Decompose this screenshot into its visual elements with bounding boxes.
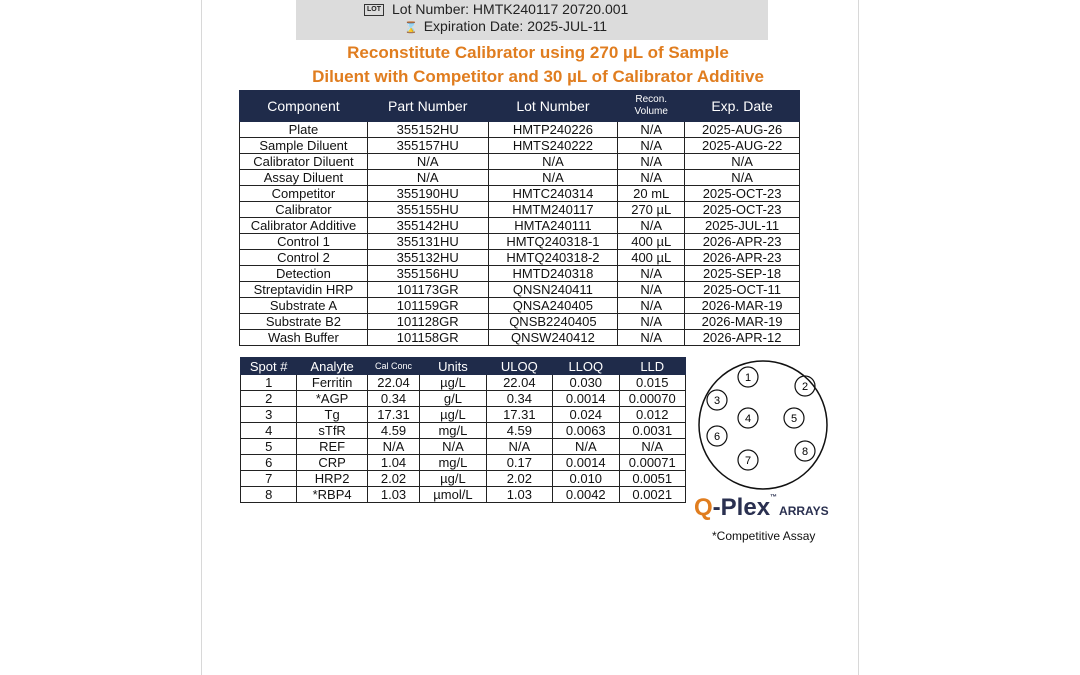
table-row: [240, 122, 800, 138]
table-cell: N/A: [618, 330, 685, 346]
table-cell: QNSA240405: [488, 298, 618, 314]
table-cell: HMTS240222: [488, 138, 618, 154]
table-cell: Streptavidin HRP: [240, 282, 368, 298]
table-cell: QNSN240411: [488, 282, 618, 298]
col-header-cal-conc: Cal Conc: [367, 358, 419, 375]
table-row: [241, 375, 686, 391]
table-cell: N/A: [618, 122, 685, 138]
table-cell: 400 µL: [618, 250, 685, 266]
table-cell: Assay Diluent: [240, 170, 368, 186]
table-row: [240, 186, 800, 202]
table-cell: N/A: [618, 314, 685, 330]
lot-number: Lot Number: HMTK240117 20720.001: [392, 1, 629, 17]
table-cell: 0.010: [553, 471, 619, 487]
table-cell: 0.0063: [553, 423, 619, 439]
table-row: [240, 314, 800, 330]
table-cell: 22.04: [367, 375, 419, 391]
instruction-line-1: Reconstitute Calibrator using 270 µL of Sample: [347, 43, 729, 62]
table-cell: 17.31: [367, 407, 419, 423]
table-cell: 0.030: [553, 375, 619, 391]
table-cell: N/A: [685, 170, 800, 186]
table-cell: 2026-APR-23: [685, 234, 800, 250]
spot-label: 8: [801, 446, 809, 458]
table-cell: 5: [241, 439, 297, 455]
table-row: [241, 439, 686, 455]
table-cell: 3: [241, 407, 297, 423]
table-cell: 2026-APR-12: [685, 330, 800, 346]
table-cell: N/A: [618, 138, 685, 154]
table-cell: 0.00071: [619, 455, 686, 471]
table-cell: 2026-MAR-19: [685, 314, 800, 330]
table-cell: 0.34: [486, 391, 552, 407]
table-cell: N/A: [618, 170, 685, 186]
lot-icon: LOT: [364, 4, 384, 16]
table-row: [240, 218, 800, 234]
table-cell: 1.03: [486, 487, 552, 503]
table-row: [240, 282, 800, 298]
table-cell: mg/L: [420, 455, 486, 471]
table-cell: 400 µL: [618, 234, 685, 250]
components-header-row: [240, 91, 800, 122]
col-header-recon-volume: Recon. Volume: [618, 91, 685, 122]
table-cell: 4.59: [486, 423, 552, 439]
table-cell: *AGP: [297, 391, 367, 407]
table-cell: QNSW240412: [488, 330, 618, 346]
table-row: [241, 391, 686, 407]
table-cell: 2025-AUG-22: [685, 138, 800, 154]
analyte-header-row: [241, 358, 686, 375]
spot-map-diagram: [695, 355, 835, 495]
table-cell: 22.04: [486, 375, 552, 391]
kit-info-box: [296, 0, 768, 40]
table-cell: CRP: [297, 455, 367, 471]
table-cell: Plate: [240, 122, 368, 138]
table-cell: 4: [241, 423, 297, 439]
table-row: [240, 266, 800, 282]
table-row: [240, 298, 800, 314]
table-cell: 8: [241, 487, 297, 503]
table-cell: N/A: [367, 170, 488, 186]
table-cell: REF: [297, 439, 367, 455]
table-cell: 355132HU: [367, 250, 488, 266]
table-cell: 2025-OCT-23: [685, 186, 800, 202]
table-cell: 1.03: [367, 487, 419, 503]
spot-label: 1: [744, 372, 752, 384]
table-cell: 355152HU: [367, 122, 488, 138]
table-cell: HMTQ240318-2: [488, 250, 618, 266]
table-cell: 101159GR: [367, 298, 488, 314]
table-cell: Calibrator: [240, 202, 368, 218]
table-cell: 270 µL: [618, 202, 685, 218]
table-row: [240, 234, 800, 250]
col-header-exp-date: Exp. Date: [685, 91, 800, 122]
table-cell: N/A: [488, 154, 618, 170]
table-cell: Wash Buffer: [240, 330, 368, 346]
table-cell: Control 1: [240, 234, 368, 250]
table-cell: 0.00070: [619, 391, 686, 407]
col-header-units: Units: [420, 358, 486, 375]
table-cell: N/A: [618, 154, 685, 170]
table-cell: 2025-JUL-11: [685, 218, 800, 234]
table-cell: 355155HU: [367, 202, 488, 218]
table-cell: N/A: [618, 266, 685, 282]
table-row: [240, 138, 800, 154]
table-cell: 1: [241, 375, 297, 391]
table-cell: *RBP4: [297, 487, 367, 503]
table-cell: Substrate A: [240, 298, 368, 314]
col-header-part-number: Part Number: [367, 91, 488, 122]
table-cell: 2: [241, 391, 297, 407]
col-header-lloq: LLOQ: [553, 358, 619, 375]
lot-number-line: [364, 1, 628, 17]
table-cell: HMTP240226: [488, 122, 618, 138]
table-cell: Control 2: [240, 250, 368, 266]
spot-label: 2: [801, 381, 809, 393]
spot-label: 3: [713, 395, 721, 407]
table-cell: 0.17: [486, 455, 552, 471]
table-cell: N/A: [685, 154, 800, 170]
table-cell: Tg: [297, 407, 367, 423]
expiration-line: [404, 18, 607, 34]
table-cell: µg/L: [420, 375, 486, 391]
table-cell: sTfR: [297, 423, 367, 439]
table-cell: Sample Diluent: [240, 138, 368, 154]
table-cell: N/A: [618, 298, 685, 314]
table-cell: 355157HU: [367, 138, 488, 154]
table-row: [240, 330, 800, 346]
table-cell: µg/L: [420, 407, 486, 423]
hourglass-icon: ⌛: [404, 22, 418, 34]
table-cell: 0.0051: [619, 471, 686, 487]
table-cell: HMTC240314: [488, 186, 618, 202]
table-row: [240, 170, 800, 186]
table-cell: 355156HU: [367, 266, 488, 282]
table-cell: N/A: [618, 218, 685, 234]
table-cell: 2025-OCT-23: [685, 202, 800, 218]
spot-label: 4: [744, 413, 752, 425]
table-row: [240, 154, 800, 170]
components-table: [239, 90, 800, 346]
table-cell: 101128GR: [367, 314, 488, 330]
table-cell: g/L: [420, 391, 486, 407]
table-cell: 17.31: [486, 407, 552, 423]
table-cell: Calibrator Additive: [240, 218, 368, 234]
spot-label: 6: [713, 431, 721, 443]
table-cell: 0.0031: [619, 423, 686, 439]
col-header-lld: LLD: [619, 358, 686, 375]
table-cell: N/A: [420, 439, 486, 455]
table-row: [241, 487, 686, 503]
analyte-table: [240, 357, 686, 503]
table-row: [241, 423, 686, 439]
table-cell: HMTQ240318-1: [488, 234, 618, 250]
table-cell: Substrate B2: [240, 314, 368, 330]
table-cell: 20 mL: [618, 186, 685, 202]
table-cell: 0.0014: [553, 391, 619, 407]
table-cell: Competitor: [240, 186, 368, 202]
table-cell: µg/L: [420, 471, 486, 487]
table-row: [240, 202, 800, 218]
col-header-lot-number: Lot Number: [488, 91, 618, 122]
q-plex-logo: Q-Plex™ARRAYS: [694, 494, 829, 521]
table-cell: HRP2: [297, 471, 367, 487]
table-cell: 0.0042: [553, 487, 619, 503]
table-cell: 355142HU: [367, 218, 488, 234]
table-cell: 0.0021: [619, 487, 686, 503]
table-cell: N/A: [553, 439, 619, 455]
table-cell: 4.59: [367, 423, 419, 439]
table-cell: 2025-AUG-26: [685, 122, 800, 138]
table-cell: N/A: [488, 170, 618, 186]
table-cell: N/A: [367, 439, 419, 455]
table-cell: HMTM240117: [488, 202, 618, 218]
expiration-date: Expiration Date: 2025-JUL-11: [423, 18, 608, 34]
table-cell: N/A: [618, 282, 685, 298]
table-cell: 101173GR: [367, 282, 488, 298]
table-cell: 2.02: [486, 471, 552, 487]
table-row: [241, 407, 686, 423]
col-header-spot: Spot #: [241, 358, 297, 375]
table-cell: 2.02: [367, 471, 419, 487]
table-cell: 0.0014: [553, 455, 619, 471]
table-cell: 101158GR: [367, 330, 488, 346]
table-cell: 0.024: [553, 407, 619, 423]
competitive-assay-footnote: *Competitive Assay: [712, 529, 816, 543]
table-cell: 355131HU: [367, 234, 488, 250]
table-cell: 2025-OCT-11: [685, 282, 800, 298]
table-cell: 0.012: [619, 407, 686, 423]
table-cell: 355190HU: [367, 186, 488, 202]
table-cell: 2025-SEP-18: [685, 266, 800, 282]
table-cell: N/A: [367, 154, 488, 170]
col-header-analyte: Analyte: [297, 358, 367, 375]
table-cell: Detection: [240, 266, 368, 282]
table-cell: 1.04: [367, 455, 419, 471]
table-cell: HMTD240318: [488, 266, 618, 282]
table-cell: 2026-MAR-19: [685, 298, 800, 314]
table-cell: N/A: [619, 439, 686, 455]
table-cell: Calibrator Diluent: [240, 154, 368, 170]
instruction-line-2: Diluent with Competitor and 30 µL of Calibrator Additive: [312, 67, 764, 86]
table-cell: N/A: [486, 439, 552, 455]
table-cell: mg/L: [420, 423, 486, 439]
spot-label: 5: [790, 413, 798, 425]
spot-label: 7: [744, 455, 752, 467]
table-row: [241, 455, 686, 471]
table-row: [240, 250, 800, 266]
table-cell: 0.34: [367, 391, 419, 407]
table-row: [241, 471, 686, 487]
table-cell: 0.015: [619, 375, 686, 391]
table-cell: Ferritin: [297, 375, 367, 391]
table-cell: HMTA240111: [488, 218, 618, 234]
table-cell: µmol/L: [420, 487, 486, 503]
col-header-component: Component: [240, 91, 368, 122]
col-header-uloq: ULOQ: [486, 358, 552, 375]
table-cell: 2026-APR-23: [685, 250, 800, 266]
table-cell: 6: [241, 455, 297, 471]
table-cell: 7: [241, 471, 297, 487]
table-cell: QNSB2240405: [488, 314, 618, 330]
